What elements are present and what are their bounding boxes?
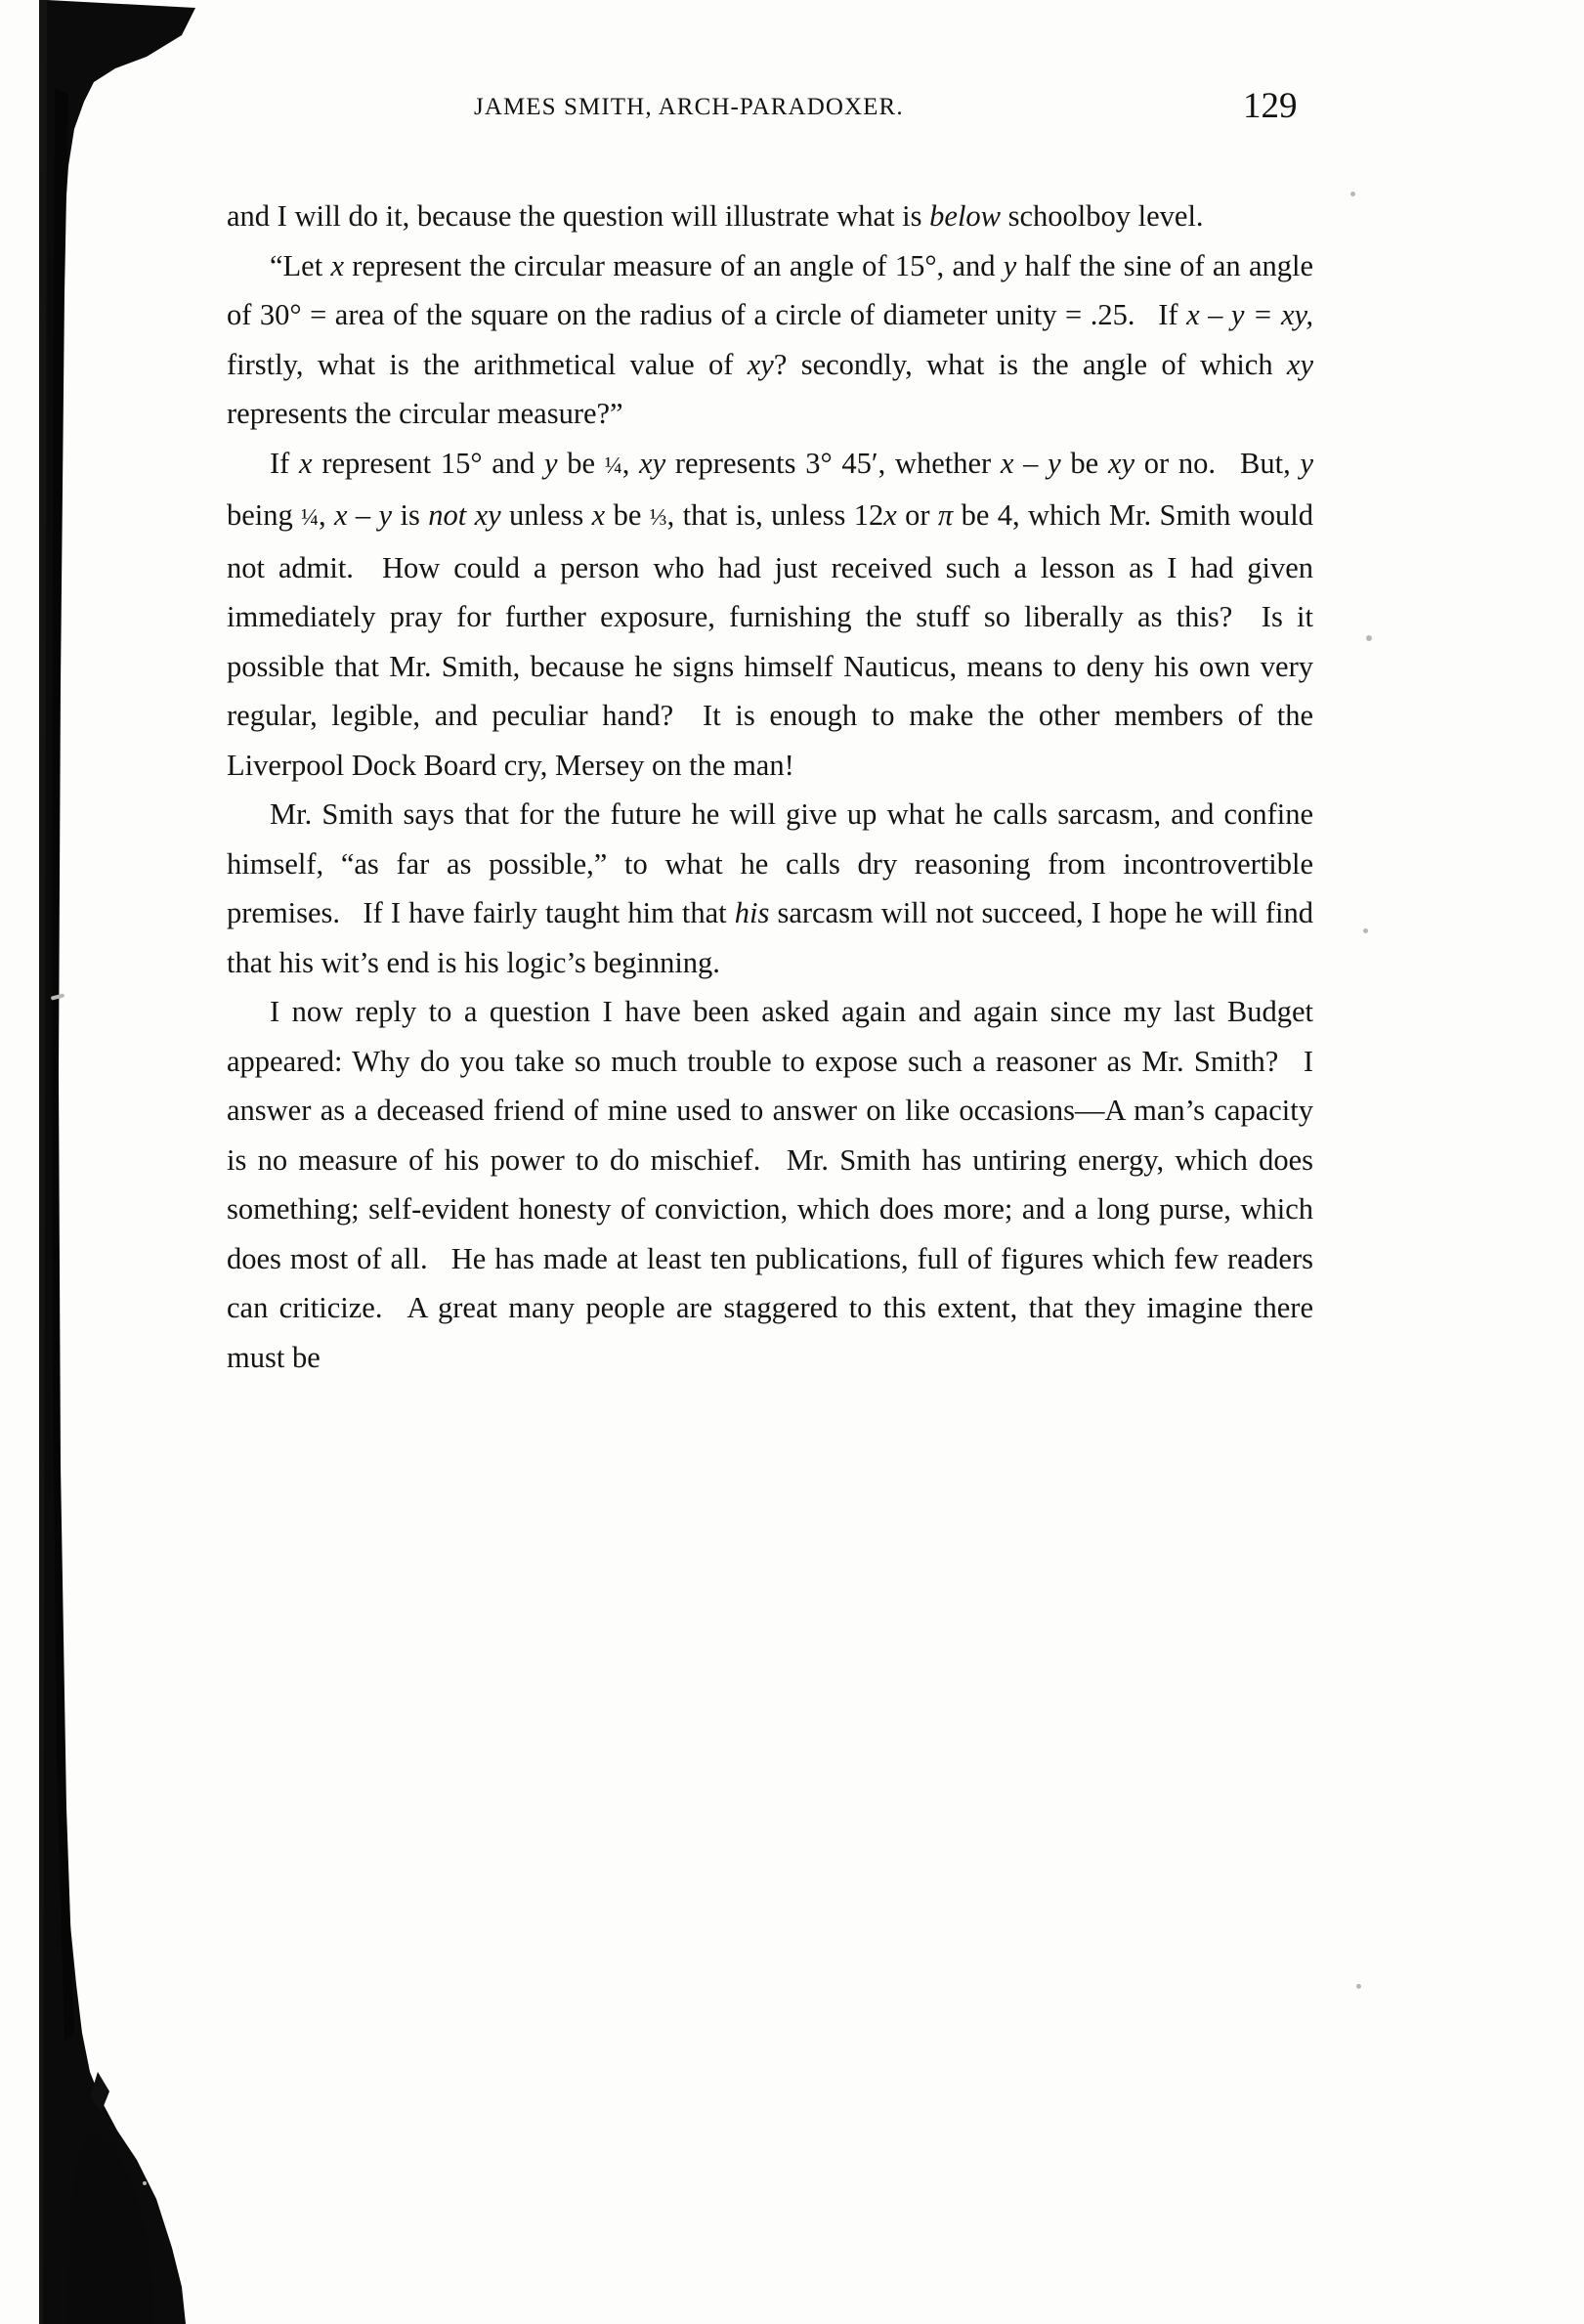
text-run: If	[270, 446, 300, 480]
text-run: half the sine of an angle of 30° = area of the square on the radius of a circle of diameter unity = .25. If	[227, 248, 1313, 331]
paragraph-2	[227, 241, 1313, 439]
text-run: ,	[621, 446, 640, 480]
text-run: , that is, unless 12	[666, 498, 884, 532]
emphasis-below: below	[929, 199, 1002, 233]
equation-x-minus-y: x – y = xy,	[1186, 298, 1313, 331]
variable-y: y	[1300, 446, 1313, 480]
text-run: sarcasm will not succeed, I hope he will find that his wit’s end is his logic’s beginning.	[227, 896, 1314, 979]
fraction-one-quarter: ¼	[604, 452, 622, 479]
variable-x: x	[591, 498, 606, 532]
variable-xy: xy	[747, 347, 774, 381]
paragraph-1	[227, 192, 1313, 241]
text-run: I now reply to a question I have been asked again and again since my last Budget appeared: Why do you take so much trouble to expose such a reasoner as Mr. Smith? I answer as a deceased friend of mine used to answer on like occasions—A man’s capacity is no measure of his power to do mischief. Mr. Smith has untiring energy, which does something; self-evident honesty of conviction, which does more; and a long purse, which does most of all. He has made at least ten publications, full of figures which few readers can criticize. A great many people are staggered to this extent, that they imagine there must be	[227, 995, 1313, 1374]
scan-speck	[1356, 1984, 1361, 1989]
scan-speck	[1366, 635, 1372, 641]
text-run: be	[605, 498, 650, 532]
text-run: represent 15° and	[312, 446, 545, 480]
variable-x: x	[330, 248, 344, 282]
emphasis-his: his	[734, 896, 770, 929]
text-run: being	[227, 498, 302, 532]
fraction-one-third: ⅓	[649, 505, 667, 531]
scan-speck	[143, 2181, 147, 2185]
text-run: represents 3° 45′, whether	[665, 446, 1001, 480]
text-run: represents the circular measure?”	[227, 397, 623, 430]
scan-speck	[51, 993, 65, 1000]
fraction-one-quarter: ¼	[301, 505, 319, 531]
paragraph-4	[227, 790, 1313, 987]
text-run: be	[557, 446, 605, 480]
variable-xy: xy	[639, 446, 666, 480]
text-run	[466, 498, 474, 532]
emphasis-not: not	[428, 498, 467, 532]
expression-x-minus-y: x – y	[1000, 446, 1061, 480]
scan-speck	[1350, 192, 1355, 196]
variable-y: y	[1003, 248, 1017, 282]
page-header	[0, 86, 1584, 139]
symbol-pi: π	[937, 498, 954, 532]
variable-xy: xy	[474, 498, 501, 532]
variable-x: x	[883, 498, 897, 532]
variable-xy: xy	[1286, 347, 1313, 381]
paragraph-5	[227, 987, 1313, 1382]
body-text	[227, 192, 1313, 1382]
text-run: schoolboy level.	[1001, 199, 1204, 233]
text-run: or	[896, 498, 938, 532]
variable-xy: xy	[1107, 446, 1135, 480]
text-run: or no. But,	[1134, 446, 1301, 480]
expression-x-minus-y: x – y	[334, 498, 393, 532]
text-run: firstly, what is the arithmetical value of	[227, 347, 748, 381]
text-run: is	[392, 498, 429, 532]
scan-speck	[1363, 928, 1368, 933]
text-run: unless	[500, 498, 592, 532]
text-run: and I will do it, because the question will illustrate what is	[227, 199, 930, 233]
scan-edge-artifact	[0, 0, 235, 2324]
running-head: JAMES SMITH, ARCH-PARADOXER.	[474, 94, 904, 120]
text-run: ? secondly, what is the angle of which	[773, 347, 1287, 381]
page-number: 129	[1243, 86, 1298, 126]
variable-x: x	[299, 446, 313, 480]
text-run: ,	[318, 498, 334, 532]
text-run: represent the circular measure of an angle of 15°, and	[344, 248, 1004, 282]
paragraph-3	[227, 439, 1313, 791]
variable-y: y	[544, 446, 558, 480]
text-run: “Let	[270, 248, 331, 282]
text-run: be	[1060, 446, 1108, 480]
text-run: be 4, which Mr. Smith would not admit. How could a person who had just received such a lesson as I had given immediately pray for further exposure, furnishing the stuff so liberally as this? Is it possible that Mr. Smith, because he signs himself Nauticus, means to deny his own very regular, legible, and peculiar hand? It is enough to make the other members of the Liverpool Dock Board cry, Mersey on the man!	[227, 498, 1314, 782]
text-run: Mr. Smith says that for the future he will give up what he calls sarcasm, and confine himself, “as far as possible,” to what he calls dry reasoning from incontrovertible premises. If I have fairly taught him that	[227, 797, 1313, 929]
